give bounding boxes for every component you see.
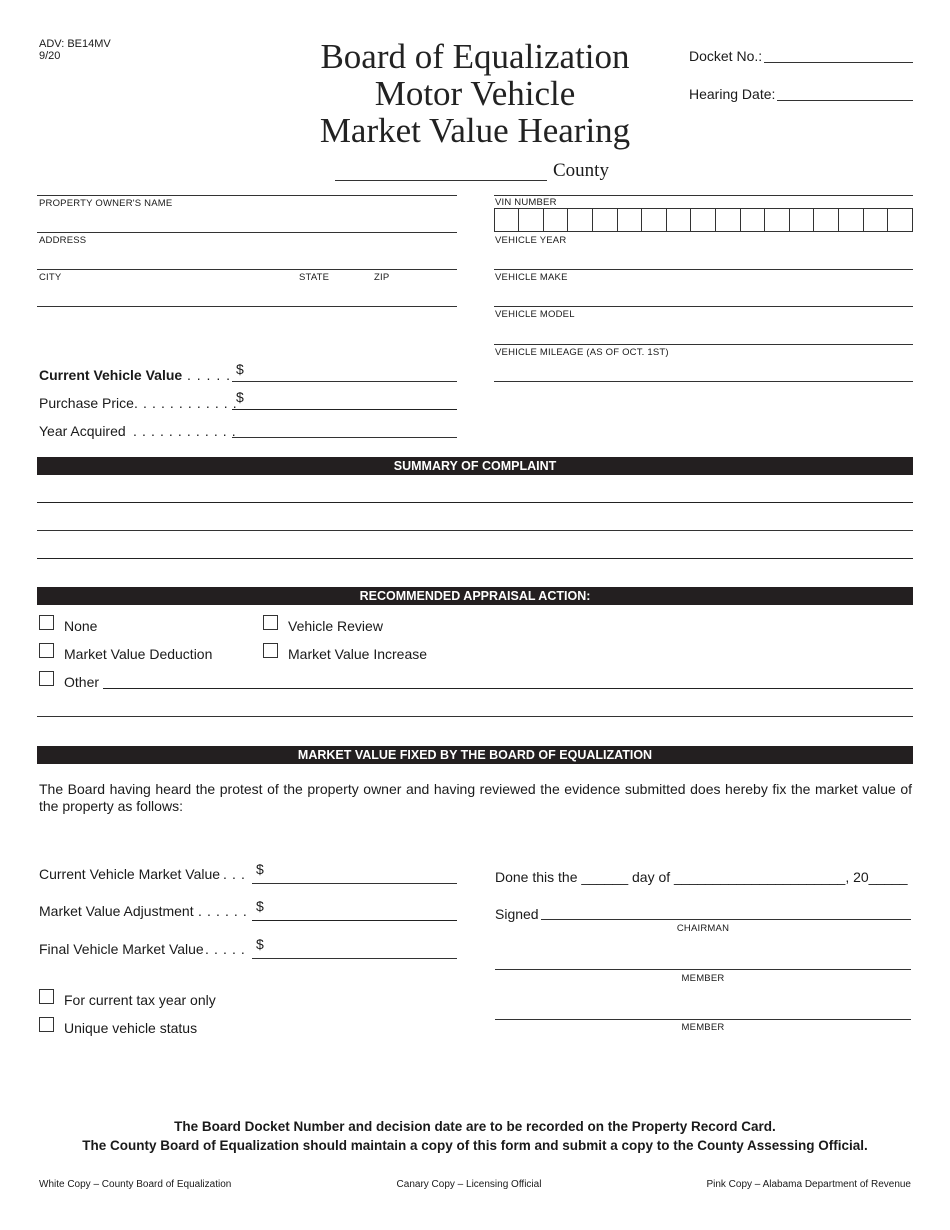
none-label: None	[64, 618, 98, 634]
none-checkbox[interactable]	[39, 615, 54, 630]
vin-cell-divider	[567, 209, 568, 232]
vin-cell-divider	[863, 209, 864, 232]
board-heading: MARKET VALUE FIXED BY THE BOARD OF EQUALIZATION	[37, 746, 913, 764]
other-checkbox[interactable]	[39, 671, 54, 686]
vin-cell-divider	[641, 209, 642, 232]
purchase-price-currency: $	[236, 389, 244, 405]
vin-top-line	[494, 195, 913, 196]
increase-label: Market Value Increase	[288, 646, 428, 662]
county-field[interactable]	[335, 180, 547, 181]
page-title-line2: Motor Vehicle	[374, 74, 576, 113]
deduction-label: Market Value Deduction	[64, 646, 213, 662]
chairman-signature-field[interactable]	[541, 919, 911, 920]
vehicle-mileage-field[interactable]	[494, 381, 913, 382]
vin-cell-divider	[543, 209, 544, 232]
final-value-leader: . . . . .	[205, 941, 246, 957]
vehicle-mileage-label: VEHICLE MILEAGE (AS OF OCT. 1ST)	[495, 347, 669, 358]
city-label: CITY	[39, 272, 62, 283]
adjustment-leader: . . . . . .	[198, 903, 248, 919]
adjustment-field[interactable]	[252, 920, 457, 921]
docket-field[interactable]	[764, 62, 913, 63]
current-market-field[interactable]	[252, 883, 457, 884]
vin-cell-divider	[838, 209, 839, 232]
vehicle-make-label: VEHICLE MAKE	[495, 272, 568, 283]
footer-notice-2: The County Board of Equalization should maintain a copy of this form and submit a copy to the County Assessing Official.	[82, 1138, 868, 1153]
vin-cell-divider	[789, 209, 790, 232]
purchase-price-field[interactable]	[232, 409, 457, 410]
purchase-price-leader: . . . . . . . . . . . .	[134, 395, 238, 411]
final-value-currency: $	[256, 936, 264, 952]
hearing-date-label: Hearing Date:	[689, 86, 776, 102]
final-value-field[interactable]	[252, 958, 457, 959]
form-id: ADV: BE14MV	[39, 38, 111, 50]
member1-signature-field[interactable]	[495, 969, 911, 970]
vehicle-make-field[interactable]	[494, 306, 913, 307]
deduction-checkbox[interactable]	[39, 643, 54, 658]
page-title-line3: Market Value Hearing	[319, 111, 631, 150]
vehicle-review-label: Vehicle Review	[288, 618, 383, 634]
year-acquired-field[interactable]	[232, 437, 457, 438]
member2-label: MEMBER	[681, 1022, 725, 1033]
done-this-line[interactable]: Done this the ______ day of ______________________, 20_____	[495, 869, 908, 885]
current-value-leader: . . . . .	[187, 367, 232, 383]
summary-line[interactable]	[37, 558, 913, 559]
hearing-date-field[interactable]	[777, 100, 913, 101]
unique-status-label: Unique vehicle status	[64, 1020, 198, 1036]
purchase-price-label: Purchase Price	[39, 395, 134, 411]
current-value-label: Current Vehicle Value	[39, 367, 183, 383]
vin-cell-divider	[715, 209, 716, 232]
current-market-currency: $	[256, 861, 264, 877]
summary-line[interactable]	[37, 502, 913, 503]
current-year-only-label: For current tax year only	[64, 992, 216, 1008]
current-value-field[interactable]	[232, 381, 457, 382]
board-statement: The Board having heard the protest of the property owner and having reviewed the evidence submitted does hereby fix the market value of the property as follows:	[39, 781, 912, 814]
summary-heading: SUMMARY OF COMPLAINT	[37, 457, 913, 475]
vin-label: VIN NUMBER	[495, 197, 557, 208]
owner-name-field[interactable]	[37, 195, 457, 196]
vehicle-model-label: VEHICLE MODEL	[495, 309, 575, 320]
vin-cell-divider	[813, 209, 814, 232]
address-field[interactable]	[37, 232, 457, 233]
extra-address-field[interactable]	[37, 306, 457, 307]
chairman-label: CHAIRMAN	[676, 923, 730, 934]
vehicle-year-label: VEHICLE YEAR	[495, 235, 567, 246]
other-extra-line[interactable]	[37, 716, 913, 717]
summary-line[interactable]	[37, 530, 913, 531]
signed-label: Signed	[495, 906, 539, 922]
current-value-currency: $	[236, 361, 244, 377]
address-label: ADDRESS	[39, 235, 87, 246]
increase-checkbox[interactable]	[263, 643, 278, 658]
vin-cell-divider	[764, 209, 765, 232]
canary-copy-note: Canary Copy – Licensing Official	[396, 1179, 542, 1190]
owner-name-label: PROPERTY OWNER'S NAME	[39, 198, 173, 209]
unique-status-checkbox[interactable]	[39, 1017, 54, 1032]
vin-cell-divider	[690, 209, 691, 232]
docket-label: Docket No.:	[689, 48, 763, 64]
adjustment-currency: $	[256, 898, 264, 914]
state-label: STATE	[299, 272, 330, 283]
vin-cell-divider	[592, 209, 593, 232]
current-year-only-checkbox[interactable]	[39, 989, 54, 1004]
vehicle-review-checkbox[interactable]	[263, 615, 278, 630]
page-title-line1: Board of Equalization	[320, 37, 630, 76]
other-field[interactable]	[103, 688, 913, 689]
year-acquired-leader: . . . . . . . . . . . .	[133, 423, 237, 439]
adjustment-label: Market Value Adjustment	[39, 903, 194, 919]
vin-cell-divider	[617, 209, 618, 232]
current-market-label: Current Vehicle Market Value	[39, 866, 221, 882]
footer-notice-1: The Board Docket Number and decision date are to be recorded on the Property Record Card.	[174, 1119, 776, 1134]
form-revision: 9/20	[39, 50, 61, 62]
vin-input-boxes[interactable]	[494, 208, 913, 232]
zip-label: ZIP	[374, 272, 390, 283]
vin-cell-divider	[666, 209, 667, 232]
city-state-zip-field[interactable]	[37, 269, 457, 270]
pink-copy-note: Pink Copy – Alabama Department of Revenue	[706, 1179, 911, 1190]
member1-label: MEMBER	[681, 973, 725, 984]
county-label: County	[553, 160, 609, 181]
vin-cell-divider	[887, 209, 888, 232]
vehicle-model-field[interactable]	[494, 344, 913, 345]
vin-cell-divider	[518, 209, 519, 232]
current-market-leader: . . .	[223, 866, 246, 882]
vehicle-year-field[interactable]	[494, 269, 913, 270]
appraisal-heading: RECOMMENDED APPRAISAL ACTION:	[37, 587, 913, 605]
member2-signature-field[interactable]	[495, 1019, 911, 1020]
final-value-label: Final Vehicle Market Value	[39, 941, 204, 957]
year-acquired-label: Year Acquired	[39, 423, 126, 439]
other-label: Other	[64, 674, 100, 690]
white-copy-note: White Copy – County Board of Equalization	[39, 1179, 232, 1190]
vin-cell-divider	[740, 209, 741, 232]
